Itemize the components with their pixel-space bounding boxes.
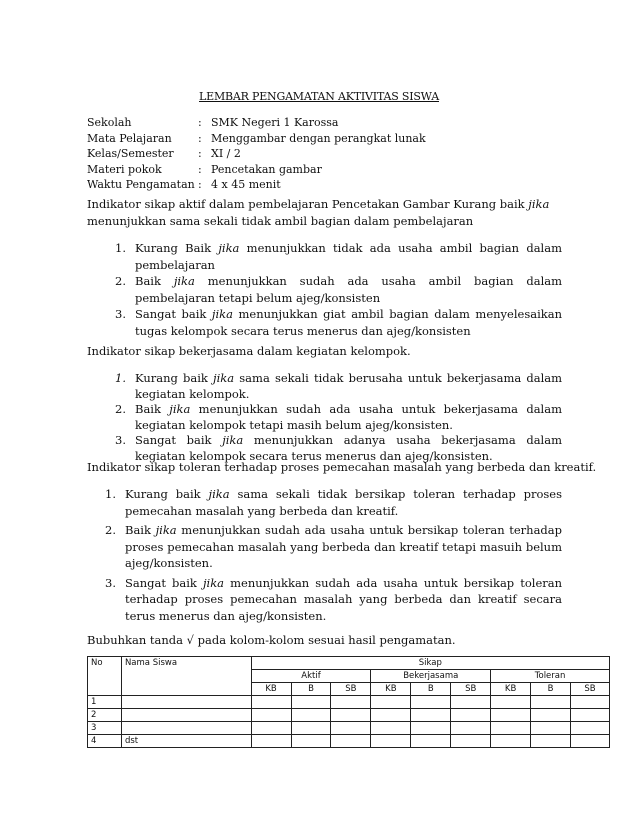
intro-text: Indikator sikap aktif dalam pembelajaran Pencetakan Gambar Kurang baik — [87, 197, 529, 211]
check-cell[interactable] — [531, 722, 571, 735]
list-number: 3. — [105, 575, 116, 590]
check-cell[interactable] — [411, 735, 451, 748]
intro-paragraph — [87, 196, 557, 230]
item-em: jika — [211, 307, 233, 321]
list-number: 2. — [115, 402, 126, 416]
check-cell[interactable] — [531, 735, 571, 748]
check-cell[interactable] — [491, 696, 531, 709]
item-text-end: menunjukkan sudah ada usaha untuk bekerjasama dalam kegiatan kelompok tetapi masih belum ajeg/konsisten. — [135, 402, 562, 432]
info-colon: : — [198, 131, 202, 145]
info-colon: : — [198, 162, 202, 176]
subheader-cell: KB — [371, 683, 411, 696]
item-text: Baik — [135, 402, 170, 416]
item-text: Sangat baik — [125, 575, 203, 590]
heading-kerjasama: Indikator sikap bekerjasama dalam kegiatan kelompok. — [87, 344, 411, 358]
subheader-cell: B — [531, 683, 571, 696]
item-em: jika — [169, 402, 191, 416]
check-cell[interactable] — [451, 722, 491, 735]
info-colon: : — [198, 178, 202, 191]
check-cell[interactable] — [251, 735, 291, 748]
check-cell[interactable] — [491, 722, 531, 735]
item-em: jika — [213, 371, 235, 385]
row-name[interactable]: dst — [121, 735, 251, 748]
check-cell[interactable] — [331, 709, 371, 722]
row-name[interactable] — [121, 709, 251, 722]
check-cell[interactable] — [291, 735, 331, 748]
list-item — [105, 522, 563, 572]
item-text-end: sama sekali tidak berusaha untuk bekerjasama dalam kegiatan kelompok. — [135, 371, 563, 401]
check-cell[interactable] — [251, 709, 291, 722]
check-cell[interactable] — [411, 709, 451, 722]
list-item — [105, 575, 563, 625]
item-em: jika — [218, 241, 240, 255]
check-cell[interactable] — [331, 696, 371, 709]
row-no: 2 — [88, 709, 122, 722]
header-aktif: Aktif — [251, 670, 371, 683]
list-item — [115, 371, 563, 402]
list-aktif — [115, 240, 563, 339]
info-row-kelas-semester — [87, 146, 426, 162]
list-toleran — [105, 486, 563, 624]
instruction-text: Bubuhkan tanda √ pada kolom-kolom sesuai hasil pengamatan. — [87, 633, 456, 647]
row-name[interactable] — [121, 696, 251, 709]
info-value: XI / 2 — [211, 147, 241, 160]
list-number: 1. — [115, 371, 126, 385]
subheader-cell: SB — [331, 683, 371, 696]
header-nama-siswa: Nama Siswa — [121, 657, 251, 696]
check-cell[interactable] — [570, 735, 609, 748]
header-toleran: Toleran — [491, 670, 610, 683]
item-text-end: sama sekali tidak bersikap toleran terhadap proses pemecahan masalah yang berbeda dan kreatif. — [125, 487, 563, 518]
check-cell[interactable] — [251, 722, 291, 735]
check-cell[interactable] — [291, 696, 331, 709]
check-cell[interactable] — [451, 696, 491, 709]
info-value: SMK Negeri 1 Karossa — [211, 116, 339, 129]
heading-toleran: Indikator sikap toleran terhadap proses pemecahan masalah yang berbeda dan kreatif. — [87, 460, 597, 474]
check-cell[interactable] — [531, 709, 571, 722]
check-cell[interactable] — [491, 735, 531, 748]
list-item — [105, 486, 563, 519]
info-value: Pencetakan gambar — [211, 162, 322, 176]
check-cell[interactable] — [570, 709, 609, 722]
info-row-sekolah — [87, 115, 426, 131]
info-colon: : — [198, 116, 202, 129]
list-number: 3. — [115, 307, 126, 321]
intro-text-end: menunjukkan sama sekali tidak ambil bagian dalam pembelajaran — [87, 214, 474, 228]
item-em: jika — [173, 274, 195, 288]
item-text: Kurang Baik — [135, 241, 219, 255]
item-text-end: menunjukkan sudah ada usaha untuk bersikap toleran terhadap proses pemecahan masalah yang berbeda dan kreatif tetapi masuih belum ajeg/konsisten. — [125, 523, 563, 570]
info-value: 4 x 45 menit — [211, 178, 281, 191]
item-text: Baik — [135, 274, 174, 288]
table-header-row — [88, 657, 610, 670]
table-row — [88, 735, 610, 748]
table-row — [88, 722, 610, 735]
header-sikap: Sikap — [251, 657, 609, 670]
info-label: Materi pokok — [87, 162, 162, 176]
subheader-cell: SB — [570, 683, 609, 696]
check-cell[interactable] — [251, 696, 291, 709]
item-text-end: menunjukkan sudah ada usaha untuk bersikap toleran terhadap proses pemecahan masalah yang berbeda dan kreatif secara terus menerus dan ajeg/konsisten. — [125, 575, 563, 623]
info-colon: : — [198, 147, 202, 160]
list-kerjasama — [115, 371, 563, 464]
item-em: jika — [208, 487, 230, 501]
check-cell[interactable] — [411, 722, 451, 735]
item-text: Kurang baik — [135, 371, 214, 385]
item-em: jika — [155, 523, 177, 537]
row-no: 3 — [88, 722, 122, 735]
list-number: 2. — [115, 274, 126, 288]
table-row — [88, 709, 610, 722]
item-text-end: menunjukkan tidak ada usaha ambil bagian dalam pembelajaran — [135, 241, 562, 272]
header-bekerjasama: Bekerjasama — [371, 670, 491, 683]
info-label: Sekolah — [87, 116, 132, 129]
info-value: Menggambar dengan perangkat lunak — [211, 131, 426, 145]
observation-table — [87, 656, 610, 748]
info-label: Kelas/Semester — [87, 147, 174, 160]
info-block — [87, 115, 426, 193]
subheader-cell: KB — [251, 683, 291, 696]
check-cell[interactable] — [491, 709, 531, 722]
item-text-end: menunjukkan sudah ada usaha ambil bagian dalam pembelajaran tetapi belum ajeg/konsisten — [135, 274, 563, 305]
intro-em: jika — [528, 197, 550, 211]
list-item — [115, 273, 563, 306]
list-number: 1. — [105, 487, 116, 501]
list-number: 1. — [115, 241, 126, 255]
item-text: Sangat baik — [135, 433, 223, 447]
check-cell[interactable] — [331, 722, 371, 735]
item-em: jika — [202, 575, 225, 590]
item-text: Sangat baik — [135, 307, 212, 321]
check-cell[interactable] — [371, 722, 411, 735]
table-row — [88, 696, 610, 709]
item-text: Kurang baik — [125, 487, 209, 501]
check-cell[interactable] — [570, 722, 609, 735]
header-no: No — [88, 657, 122, 696]
item-text-end: menunjukkan giat ambil bagian dalam menyelesaikan tugas kelompok secara terus menerus dan ajeg/konsisten — [135, 307, 562, 338]
subheader-cell: B — [291, 683, 331, 696]
info-row-materi-pokok — [87, 162, 426, 178]
check-cell[interactable] — [291, 709, 331, 722]
info-row-mata-pelajaran — [87, 131, 426, 147]
subheader-cell: B — [411, 683, 451, 696]
item-text: Baik — [125, 523, 156, 537]
info-row-waktu-pengamatan — [87, 177, 426, 193]
list-item — [115, 402, 562, 433]
info-label: Mata Pelajaran — [87, 131, 172, 145]
subheader-cell: KB — [491, 683, 531, 696]
check-cell[interactable] — [371, 709, 411, 722]
list-item — [115, 240, 562, 273]
list-number: 3. — [115, 433, 126, 447]
list-item — [115, 306, 562, 339]
document-title: LEMBAR PENGAMATAN AKTIVITAS SISWA — [199, 90, 439, 103]
check-cell[interactable] — [371, 696, 411, 709]
item-em: jika — [222, 433, 244, 447]
check-cell[interactable] — [451, 709, 491, 722]
check-cell[interactable] — [411, 696, 451, 709]
item-text-end: menunjukkan adanya usaha bekerjasama dalam kegiatan kelompok secara terus menerus dan ajeg/konsisten. — [135, 433, 562, 463]
check-cell[interactable] — [371, 735, 411, 748]
row-name[interactable] — [121, 722, 251, 735]
row-no: 1 — [88, 696, 122, 709]
info-label: Waktu Pengamatan — [87, 178, 195, 191]
row-no: 4 — [88, 735, 122, 748]
list-number: 2. — [105, 523, 116, 537]
check-cell[interactable] — [291, 722, 331, 735]
check-cell[interactable] — [451, 735, 491, 748]
subheader-cell: SB — [451, 683, 491, 696]
check-cell[interactable] — [331, 735, 371, 748]
check-cell[interactable] — [531, 696, 571, 709]
check-cell[interactable] — [570, 696, 609, 709]
